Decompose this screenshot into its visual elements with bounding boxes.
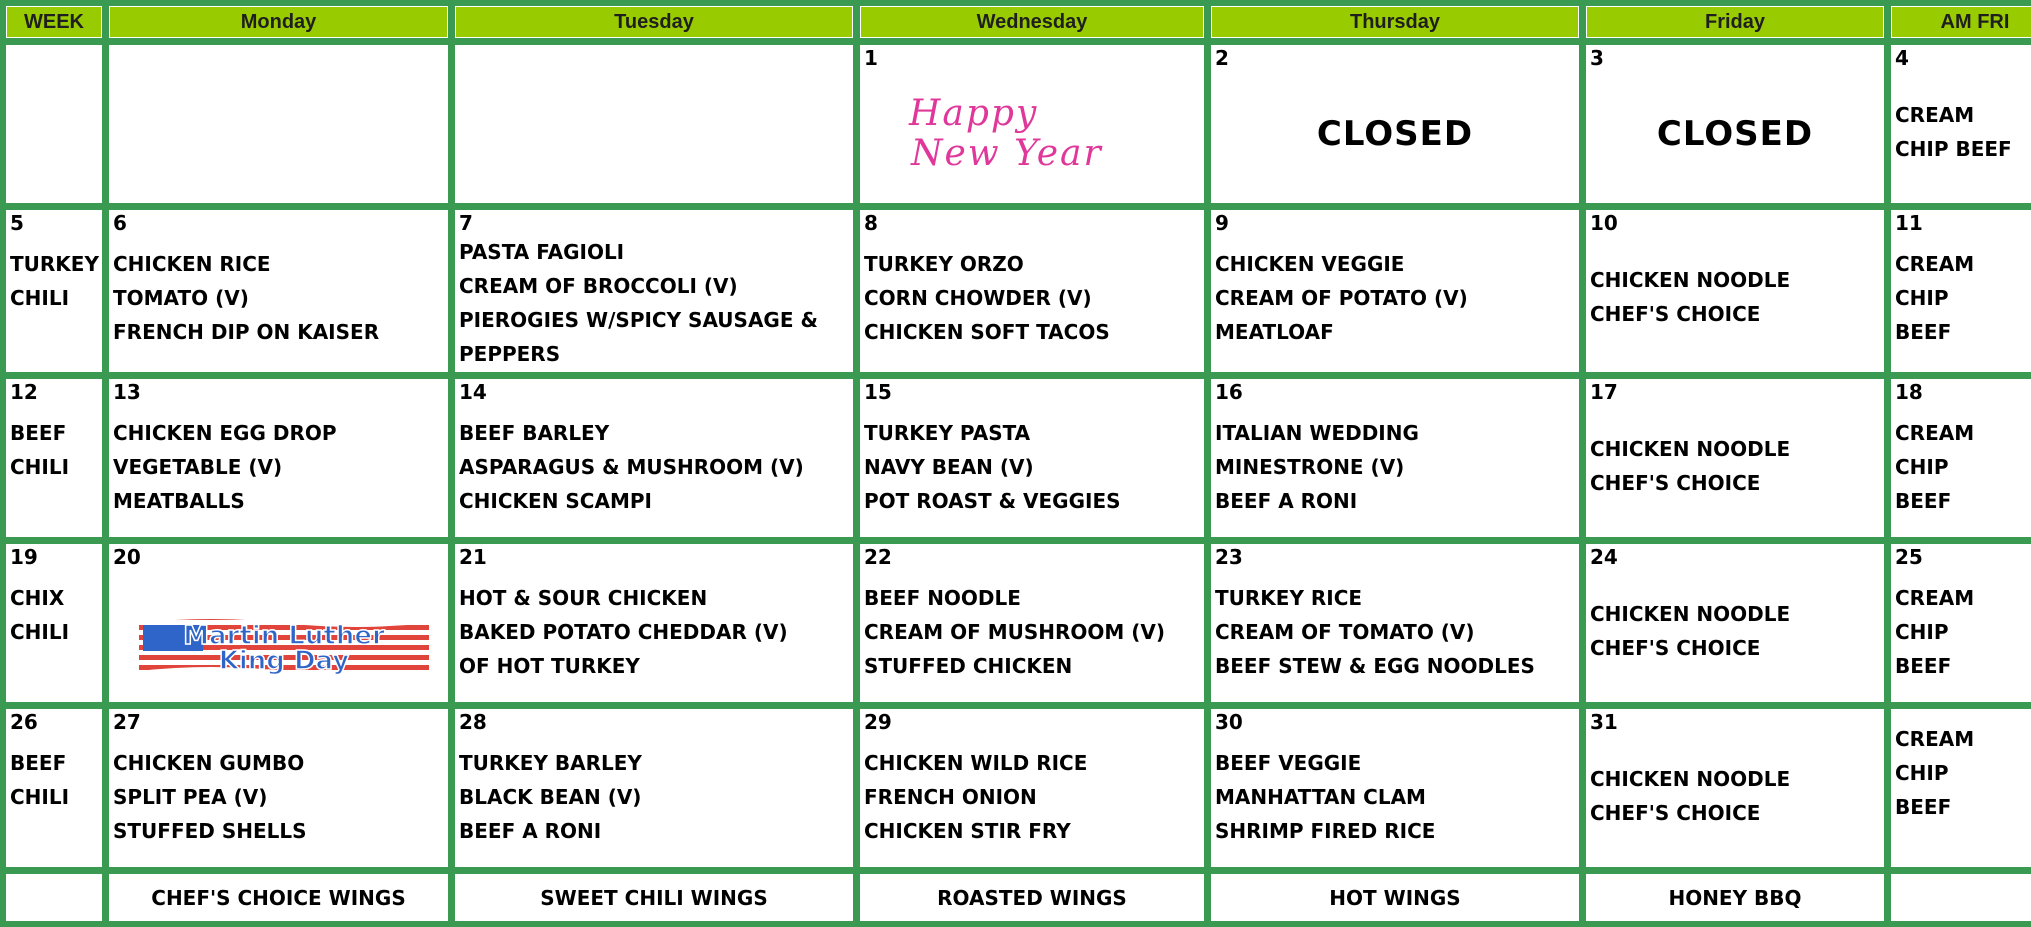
menu-item: CREAM [1895,103,1975,127]
menu-item: CHICKEN SOFT TACOS [864,320,1110,344]
menu-items [459,746,849,848]
wings-row [5,873,2031,922]
menu-items [1590,762,1880,830]
day-number: 6 [113,211,127,235]
menu-item: SHRIMP FIRED RICE [1215,819,1436,843]
day-cell-thursday [1210,44,1580,204]
menu-item: CHIP [1895,620,1949,644]
menu-item: CHICKEN NOODLE [1590,437,1791,461]
day-number: 15 [864,380,892,404]
day-number: 9 [1215,211,1229,235]
wings-cell-tuesday: SWEET CHILI WINGS [454,873,854,922]
menu-item: CREAM OF TOMATO (V) [1215,620,1475,644]
menu-item: TURKEY ORZO [864,252,1024,276]
menu-item: POT ROAST & VEGGIES [864,489,1121,513]
day-cell-wednesday [859,209,1205,373]
day-cell-wednesday [859,378,1205,538]
menu-item: BAKED POTATO CHEDDAR (V) [459,620,788,644]
day-number: 10 [1590,211,1618,235]
header-friday: Friday [1585,5,1885,39]
menu-item: CHILI [10,286,70,310]
day-cell-thursday [1210,378,1580,538]
menu-item: CHILI [10,620,70,644]
mlk-line2: King Day [218,646,350,676]
menu-item: MEATBALLS [113,489,245,513]
menu-item: CREAM OF MUSHROOM (V) [864,620,1166,644]
day-cell-tuesday [454,44,854,204]
day-number: 30 [1215,710,1243,734]
menu-items [864,247,1200,349]
header-row [5,5,2031,39]
day-number: 19 [10,545,38,569]
menu-item: CHIP [1895,761,1949,785]
menu-item: BEEF [1895,795,1952,819]
menu-items [459,416,849,518]
day-number: 7 [459,211,473,235]
day-cell-monday [108,44,449,204]
closed-label: CLOSED [1316,114,1474,154]
menu-items [1895,98,2031,166]
menu-item: CREAM [1895,421,1975,445]
day-number: 4 [1895,46,1909,70]
menu-item: CHEF'S CHOICE [1590,302,1761,326]
day-number: 21 [459,545,487,569]
menu-item: TOMATO (V) [113,286,249,310]
menu-item: ASPARAGUS & MUSHROOM (V) [459,455,804,479]
day-number: 5 [10,211,24,235]
day-number: 2 [1215,46,1229,70]
week-row [5,44,2031,204]
menu-items [864,416,1200,518]
menu-item: TURKEY PASTA [864,421,1031,445]
day-cell-monday [108,708,449,868]
day-number: 3 [1590,46,1604,70]
menu-item: BEEF [1895,654,1952,678]
day-number: 11 [1895,211,1923,235]
menu-item: SPLIT PEA (V) [113,785,268,809]
week-row [5,543,2031,703]
menu-items [459,235,849,371]
menu-items [10,416,98,484]
menu-items [1590,263,1880,331]
menu-items [459,581,849,683]
menu-item: CREAM [1895,727,1975,751]
menu-item: BLACK BEAN (V) [459,785,642,809]
wings-cell-monday: CHEF'S CHOICE WINGS [108,873,449,922]
menu-item: CHICKEN NOODLE [1590,268,1791,292]
day-number: 24 [1590,545,1618,569]
day-cell-tuesday [454,708,854,868]
menu-item: BEEF A RONI [459,819,602,843]
menu-item: CHICKEN NOODLE [1590,767,1791,791]
menu-item: CHICKEN WILD RICE [864,751,1088,775]
day-cell-am-fri [1890,543,2031,703]
happy-new-year-line1: Happy [909,93,1039,134]
wings-cell-am-fri [1890,873,2031,922]
menu-items [1215,746,1575,848]
day-cell-am-fri [1890,708,2031,868]
header-week: WEEK [5,5,103,39]
menu-items [1895,581,2031,683]
day-cell-wednesday [859,44,1205,204]
menu-items [1590,597,1880,665]
menu-item: CREAM [1895,252,1975,276]
day-cell-monday [108,209,449,373]
menu-item: CREAM OF BROCCOLI (V) [459,274,738,298]
day-number: 25 [1895,545,1923,569]
day-cell-tuesday [454,543,854,703]
day-number: 17 [1590,380,1618,404]
menu-item: CHIP [1895,286,1949,310]
day-number: 14 [459,380,487,404]
menu-item: FRENCH DIP ON KAISER [113,320,380,344]
menu-item: CHIP BEEF [1895,137,2012,161]
menu-item: CHICKEN EGG DROP [113,421,337,445]
mlk-line1: Martin Luther [183,621,385,651]
menu-items [1895,247,2031,349]
menu-item: NAVY BEAN (V) [864,455,1034,479]
menu-item: VEGETABLE (V) [113,455,283,479]
menu-item: TURKEY BARLEY [459,751,642,775]
menu-item: BEEF VEGGIE [1215,751,1362,775]
menu-item: TURKEY RICE [1215,586,1363,610]
day-cell-am-fri [1890,44,2031,204]
menu-item: OF HOT TURKEY [459,654,640,678]
day-number: 26 [10,710,38,734]
menu-items [10,581,98,649]
menu-item: PIEROGIES W/SPICY SAUSAGE & [459,308,818,332]
week-row [5,708,2031,868]
menu-item: BEEF [1895,320,1952,344]
menu-item: BEEF A RONI [1215,489,1358,513]
day-number: 16 [1215,380,1243,404]
menu-item: BEEF BARLEY [459,421,610,445]
wings-cell-friday: HONEY BBQ [1585,873,1885,922]
header-wednesday: Wednesday [859,5,1205,39]
menu-item: CHICKEN RICE [113,252,271,276]
day-number: 12 [10,380,38,404]
menu-items [113,247,444,349]
happy-new-year-graphic [909,94,1200,174]
day-number: 13 [113,380,141,404]
menu-item: CHICKEN NOODLE [1590,602,1791,626]
menu-item: BEEF STEW & EGG NOODLES [1215,654,1535,678]
menu-item: CORN CHOWDER (V) [864,286,1092,310]
menu-item: STUFFED SHELLS [113,819,307,843]
day-cell-friday [1585,543,1885,703]
day-cell-wednesday [859,543,1205,703]
menu-item: CHICKEN VEGGIE [1215,252,1405,276]
menu-item: MANHATTAN CLAM [1215,785,1426,809]
day-cell-friday [1585,44,1885,204]
menu-item: CHEF'S CHOICE [1590,801,1761,825]
day-number: 23 [1215,545,1243,569]
menu-item: CHILI [10,455,70,479]
day-number: 22 [864,545,892,569]
menu-items [1590,432,1880,500]
menu-item: STUFFED CHICKEN [864,654,1073,678]
day-cell-tuesday [454,209,854,373]
menu-item: BEEF NOODLE [864,586,1021,610]
week-cell [5,44,103,204]
day-number: 1 [864,46,878,70]
day-number: 8 [864,211,878,235]
menu-item: CHILI [10,785,70,809]
menu-item: CHICKEN STIR FRY [864,819,1071,843]
menu-item: FRENCH ONION [864,785,1037,809]
week-cell [5,543,103,703]
wings-cell-week [5,873,103,922]
day-number: 18 [1895,380,1923,404]
day-cell-thursday [1210,543,1580,703]
menu-item: PASTA FAGIOLI [459,240,625,264]
week-row [5,378,2031,538]
header-monday: Monday [108,5,449,39]
menu-item: MEATLOAF [1215,320,1334,344]
menu-item: PEPPERS [459,342,561,366]
day-cell-friday [1585,378,1885,538]
menu-item: CREAM OF POTATO (V) [1215,286,1468,310]
header-thursday: Thursday [1210,5,1580,39]
closed-label: CLOSED [1656,114,1814,154]
day-cell-am-fri [1890,209,2031,373]
day-cell-monday [108,543,449,703]
wings-cell-thursday: HOT WINGS [1210,873,1580,922]
day-cell-am-fri [1890,378,2031,538]
week-cell [5,209,103,373]
menu-items [1895,416,2031,518]
happy-new-year-line2: New Year [911,133,1103,174]
day-cell-thursday [1210,209,1580,373]
menu-item: CHIX [10,586,65,610]
menu-items [1215,581,1575,683]
day-cell-wednesday [859,708,1205,868]
wings-cell-wednesday: ROASTED WINGS [859,873,1205,922]
menu-item: HOT & SOUR CHICKEN [459,586,708,610]
menu-items [864,746,1200,848]
day-cell-monday [108,378,449,538]
day-cell-friday [1585,209,1885,373]
menu-items [1215,247,1575,349]
mlk-flag-graphic [139,615,429,677]
menu-items [10,746,98,814]
day-number: 29 [864,710,892,734]
menu-item: CHEF'S CHOICE [1590,636,1761,660]
menu-item: CHIP [1895,455,1949,479]
menu-items [10,247,98,315]
menu-items [1895,722,2031,824]
week-cell [5,708,103,868]
menu-item: CHICKEN SCAMPI [459,489,652,513]
mlk-day-banner [139,615,444,681]
menu-items [113,746,444,848]
menu-items [1215,416,1575,518]
day-number: 20 [113,545,141,569]
day-cell-tuesday [454,378,854,538]
week-row [5,209,2031,373]
menu-item: BEEF [1895,489,1952,513]
day-number: 31 [1590,710,1618,734]
day-number: 28 [459,710,487,734]
menu-items [864,581,1200,683]
day-number: 27 [113,710,141,734]
day-cell-thursday [1210,708,1580,868]
menu-item: ITALIAN WEDDING [1215,421,1419,445]
day-cell-friday [1585,708,1885,868]
menu-item: BEEF [10,751,67,775]
header-am-fri: AM FRI [1890,5,2031,39]
week-cell [5,378,103,538]
menu-items [113,416,444,518]
menu-item: BEEF [10,421,67,445]
header-tuesday: Tuesday [454,5,854,39]
menu-item: CHICKEN GUMBO [113,751,305,775]
menu-item: TURKEY [10,252,99,276]
menu-item: CREAM [1895,586,1975,610]
menu-item: MINESTRONE (V) [1215,455,1405,479]
menu-item: CHEF'S CHOICE [1590,471,1761,495]
